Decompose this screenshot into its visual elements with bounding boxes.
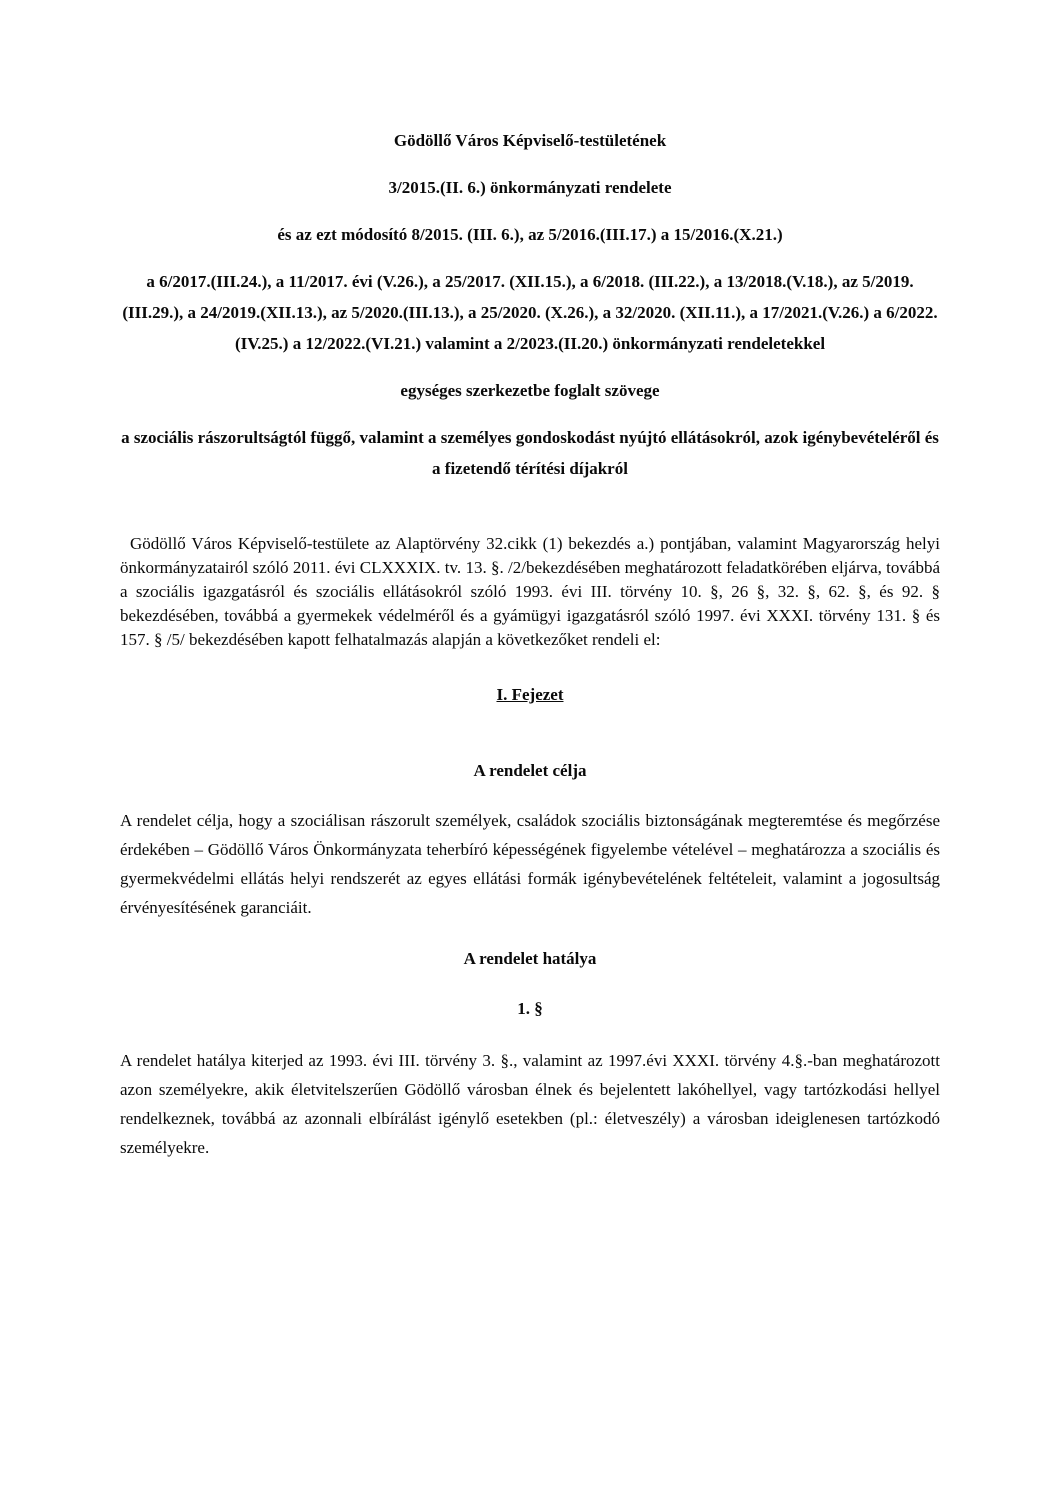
scope-body: A rendelet hatálya kiterjed az 1993. évi III. törvény 3. §., valamint az 1997.évi XXXI. törvény 4.§.-ban meghatározott azon személyekre, akik életvitelszerűen Gödöllő városban élnek és bejelentett lakóhellyel, vagy tartózkodási hellyel rendelkeznek, továbbá az azonnali elbírálást igénylő esetekben (pl.: életveszély) a városban ideiglenesen tartózkodó személyekre. bbox=[120, 1051, 940, 1157]
doc-amendments-line: és az ezt módosító 8/2015. (III. 6.), az 5/2016.(III.17.) a 15/2016.(X.21.) bbox=[277, 225, 783, 244]
doc-subject: a szociális rászorultságtól függő, valamint a személyes gondoskodást nyújtó ellátásokról, azok igénybevételéről és a fizetendő térítési díjakról bbox=[121, 428, 939, 478]
chapter-1-title-text: I. Fejezet bbox=[496, 685, 564, 704]
doc-amendments-block: a 6/2017.(III.24.), a 11/2017. évi (V.26.), a 25/2017. (XII.15.), a 6/2018. (III.22.), a 13/2018.(V.18.), az 5/2019.(III.29.), a 24/2019.(XII.13.), az 5/2020.(III.13.), a 25/2020. (X.26.), a 32/2020. (XII.11.), a 17/2021.(V.26.) a 6/2022.(IV.25.) a 12/2022.(VI.21.) valamint a 2/2023.(II.20.) önkormányzati rendeletekkel bbox=[122, 272, 938, 353]
doc-issuer-title: Gödöllő Város Képviselő-testületének bbox=[393, 131, 667, 150]
purpose-heading: A rendelet célja bbox=[473, 761, 587, 780]
purpose-body: A rendelet célja, hogy a szociálisan rászorult személyek, családok szociális biztonságának megteremtése és megőrzése érdekében – Gödöllő Város Önkormányzata teherbíró képességének figyelembe vételével – meghatározza a szociális és gyermekvédelmi ellátás helyi rendszerét az egyes ellátási formák igénybevételének feltételeit, valamint a jogosultság érvényesítésének garanciáit. bbox=[120, 811, 940, 917]
scope-heading: A rendelet hatálya bbox=[463, 949, 597, 968]
doc-preamble: Gödöllő Város Képviselő-testülete az Alaptörvény 32.cikk (1) bekezdés a.) pontjában, valamint Magyarország helyi önkormányzatairól szóló 2011. évi CLXXXIX. tv. 13. §. /2/bekezdésében meghatározott feladatkörében eljárva, továbbá a szociális igazgatásról és szociális ellátásokról szóló 1993. évi III. törvény 10. §, 26 §, 32. §, 62. §, és 92. § bekezdésében, továbbá a gyermekek védelméről és a gyámügyi igazgatásról szóló 1997. évi XXXI. törvény 131. § és 157. § /5/ bekezdésében kapott felhatalmazás alapján a következőket rendeli el: bbox=[120, 534, 940, 649]
section-1-number: 1. § bbox=[517, 999, 543, 1018]
doc-decree-number: 3/2015.(II. 6.) önkormányzati rendelete bbox=[388, 178, 672, 197]
doc-consolidated-label: egységes szerkezetbe foglalt szövege bbox=[400, 381, 660, 400]
chapter-1-title bbox=[120, 682, 940, 708]
